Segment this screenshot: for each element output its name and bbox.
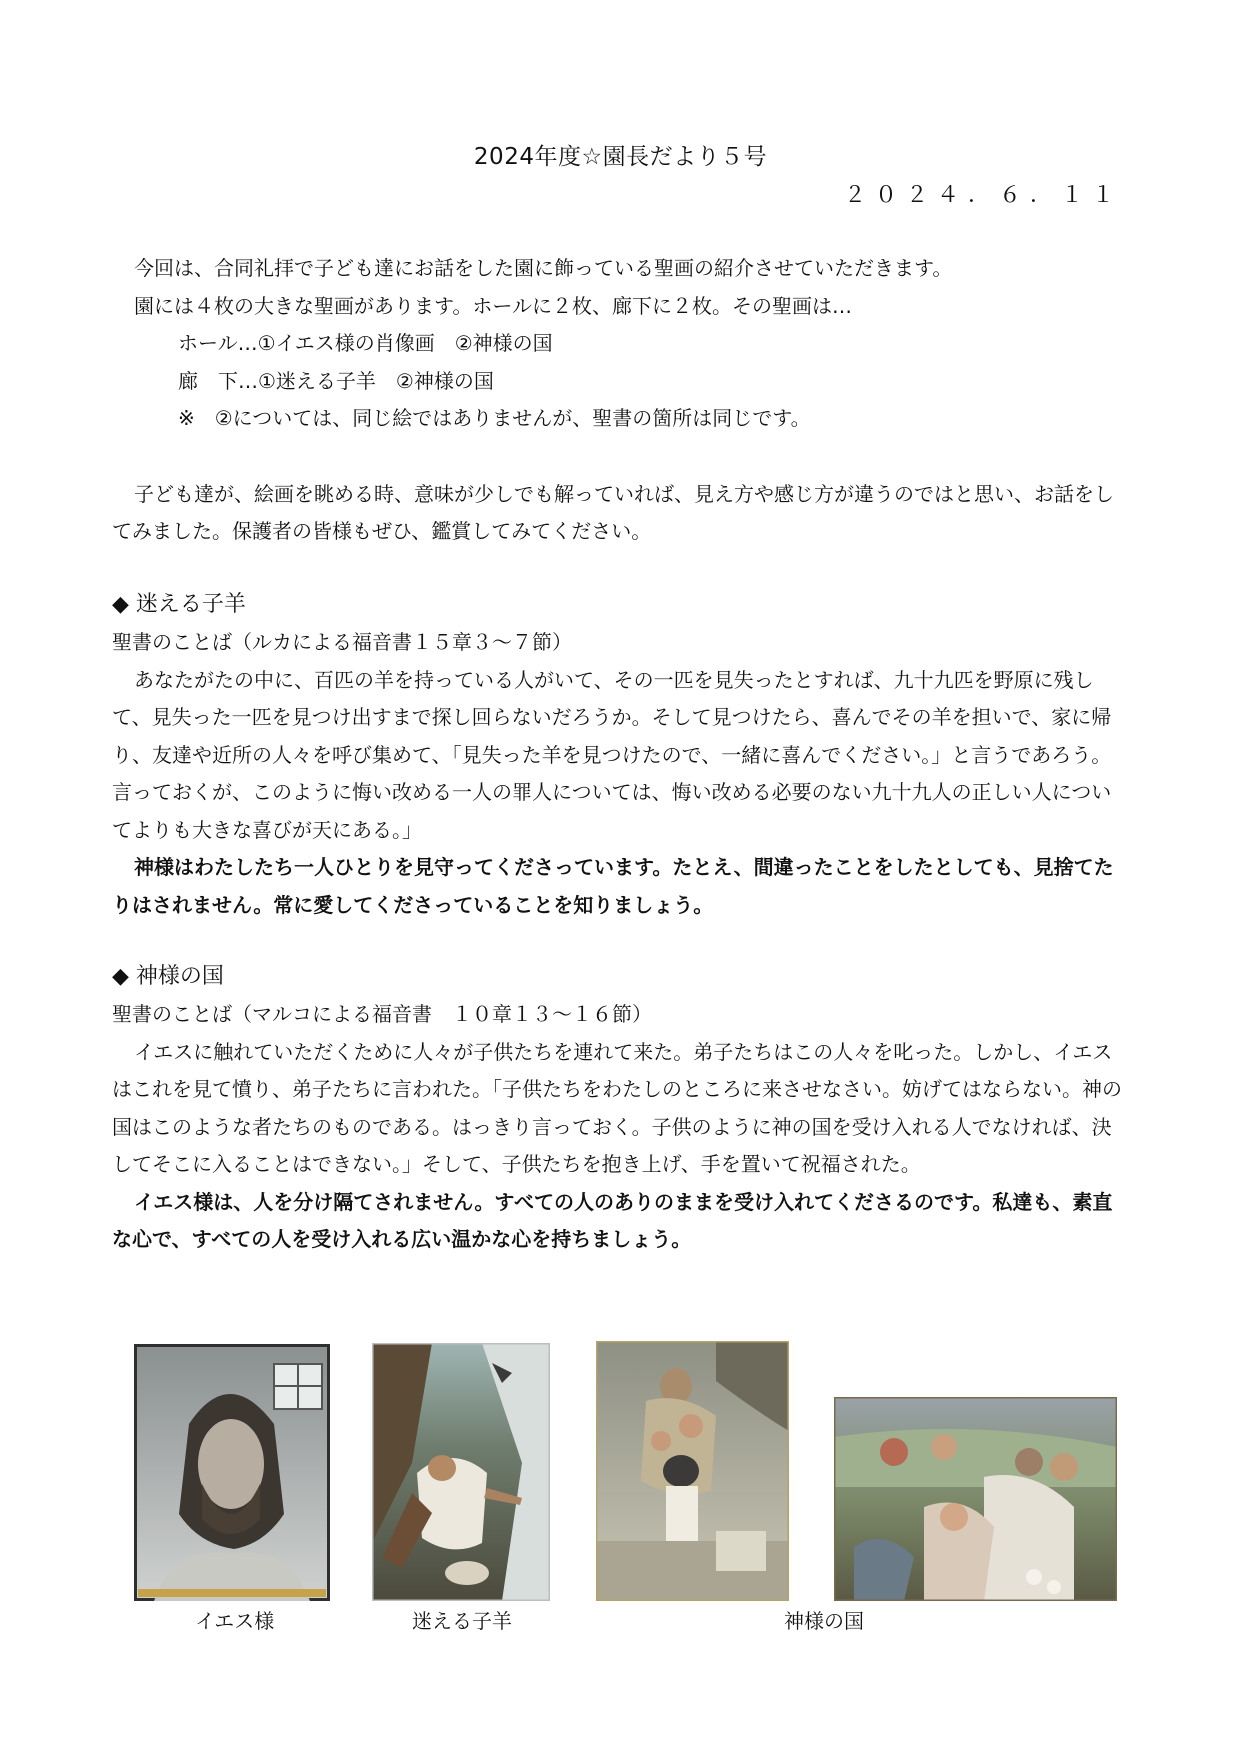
scripture-text-luke: あなたがたの中に、百匹の羊を持っている人がいて、その一匹を見失ったとすれば、九十九匹を野原に残して、見失った一匹を見つけ出すまで探し回らないだろうか。そして見つけたら、喜んでその羊を担いで、家に帰り、友達や近所の人々を呼び集めて、「見失った羊を見つけたので、一緒に喜んでください。」と言うであろう。言っておくが、このように悔い改める一人の罪人については、悔い改める必要のない九十九人の正しい人についてよりも大きな喜びが天にある。」: [112, 667, 1112, 842]
scripture-source-luke: 聖書のことば（ルカによる福音書１５章３～７節）: [112, 630, 572, 654]
intro-paragraph-3: 子ども達が、絵画を眺める時、意味が少しでも解っていれば、見え方や感じ方が違うのではと思い、お話をしてみました。保護者の皆様もぜひ、鑑賞してみてください。: [112, 481, 1114, 543]
section-kingdom: [112, 958, 1130, 1259]
photo-kingdom-corridor: [596, 1341, 789, 1601]
photo-jesus-portrait: [134, 1344, 330, 1601]
page-title: 2024年度☆園長だより５号: [473, 144, 768, 170]
hall-paintings: ホール…①イエス様の肖像画 ②神様の国: [178, 331, 553, 355]
scripture-source-mark: 聖書のことば（マルコによる福音書 １０章１３～１６節）: [112, 1002, 652, 1026]
corridor-paintings: 廊 下…①迷える子羊 ②神様の国: [178, 368, 494, 393]
section-lost-sheep: [112, 586, 1130, 924]
message-kingdom: イエス様は、人を分け隔てされません。すべての人のありのままを受け入れてくださるのです。私達も、素直な心で、すべての人を受け入れる広い温かな心を持ちましょう。: [112, 1189, 1113, 1251]
message-lost-sheep: 神様はわたしたち一人ひとりを見守ってくださっています。たとえ、間違ったことをしたとしても、見捨てたりはされません。常に愛してくださっていることを知りましょう。: [112, 855, 1114, 917]
issue-date: ２０２４．６．１１: [843, 183, 1123, 208]
intro-paragraph-1: 今回は、合同礼拝で子ども達にお話をした園に飾っている聖画の紹介させていただきます。: [134, 256, 953, 280]
caption-lost-sheep: 迷える子羊: [412, 1609, 512, 1633]
caption-jesus: イエス様: [195, 1609, 275, 1633]
scripture-text-mark: イエスに触れていただくために人々が子供たちを連れて来た。弟子たちはこの人々を叱った。しかし、イエスはこれを見て憤り、弟子たちに言われた。「子供たちをわたしのところに来させなさい。妨げてはならない。神の国はこのような者たちのものである。はっきり言っておく。子供のように神の国を受け入れる人でなければ、決してそこに入ることはできない。」そして、子供たちを抱き上げ、手を置いて祝福された。: [112, 1039, 1122, 1176]
caption-kingdom: 神様の国: [784, 1609, 864, 1633]
photo-kingdom-hall: [834, 1397, 1117, 1601]
intro-note: ※ ②については、同じ絵ではありませんが、聖書の箇所は同じです。: [178, 406, 811, 430]
intro-paragraph-2: 園には４枚の大きな聖画があります。ホールに２枚、廊下に２枚。その聖画は…: [134, 293, 852, 318]
section-heading-kingdom: ◆ 神様の国: [112, 964, 224, 989]
section-heading-lost-sheep: ◆ 迷える子羊: [112, 592, 246, 617]
intro-block: [112, 250, 1130, 551]
photo-lost-sheep: [372, 1343, 550, 1601]
